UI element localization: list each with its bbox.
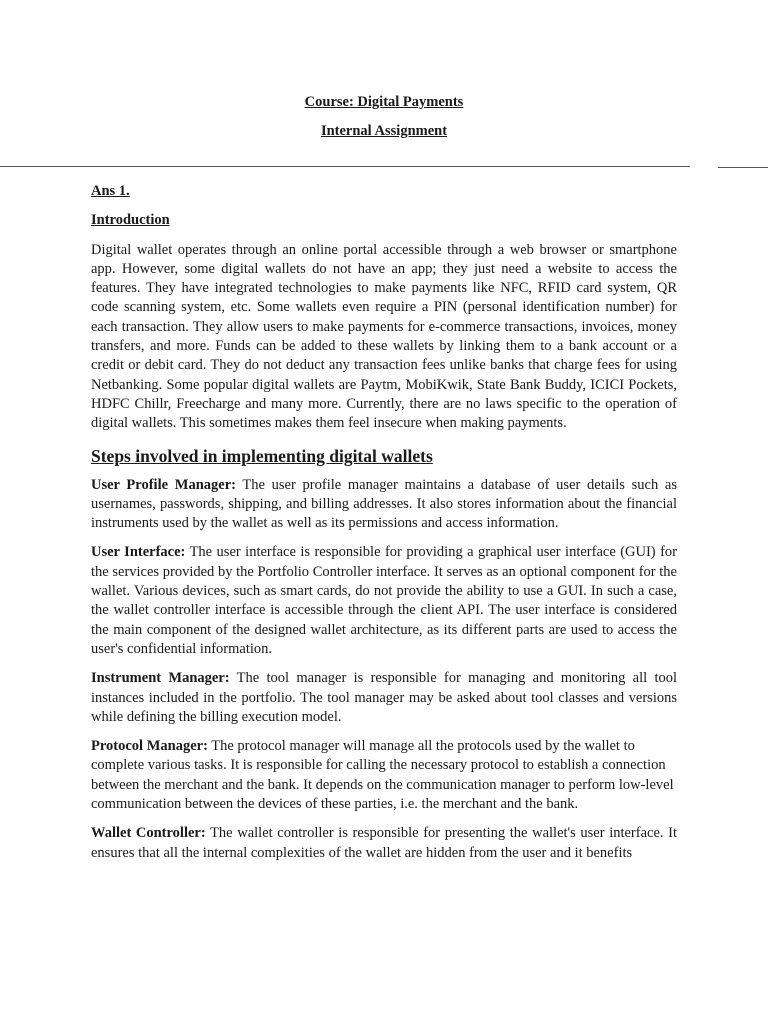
course-title: Course: Digital Payments: [304, 94, 464, 110]
step-paragraph-user-interface: [91, 543, 677, 659]
step-text: The user interface is responsible for providing a graphical user interface (GUI) for the services provided by the Portfolio Controller interface. It serves as an optional component for the wallet. Various devices, such as smart cards, do not provide the ability to use a GUI. In such a case, the wallet controller interface is accessible through the client API. The user interface is considered the main component of the designed wallet architecture, as its different parts are used to access the user's confidential information.: [91, 544, 677, 657]
step-term: Instrument Manager:: [91, 670, 230, 687]
introduction-paragraph: Digital wallet operates through an online portal accessible through a web browser or smartphone app. However, some digital wallets do not have an app; they just need a website to access the features. They have integrated technologies to make payments like NFC, RFID card system, QR code scanning system, etc. Some wallets even require a PIN (personal identification number) for each transaction. They allow users to make payments for e-commerce transactions, invoices, money transfers, and more. Funds can be added to these wallets by linking them to a bank account or a credit or debit card. They do not deduct any transaction fees unlike banks that charge fees for using Netbanking. Some popular digital wallets are Paytm, MobiKwik, State Bank Buddy, ICICI Pockets, HDFC Chillr, Freecharge and many more. Currently, there are no laws specific to the operation of digital wallets. This sometimes makes them feel insecure when making payments.: [91, 241, 677, 432]
step-text: The protocol manager will manage all the protocols used by the wallet to complete various tasks. It is responsible for calling the necessary protocol to establish a connection between the merchant and the bank. It depends on the communication manager to perform low-level communication between the devices of these parties, i.e. the merchant and the bank.: [91, 738, 674, 813]
document-body: [91, 182, 677, 873]
step-term: User Profile Manager:: [91, 476, 236, 493]
step-term: Wallet Controller:: [91, 825, 206, 842]
step-text: The tool manager is responsible for managing and monitoring all tool instances included in the portfolio. The tool manager may be asked about tool classes and versions while defining the billing execution model.: [91, 670, 677, 725]
step-paragraph-instrument-manager: [91, 669, 677, 727]
step-text: The user profile manager maintains a database of user details such as usernames, passwords, shipping, and billing addresses. It also stores information about the financial instruments used by the wallet as well as its permissions and access information.: [91, 476, 677, 532]
step-text: The wallet controller is responsible for presenting the wallet's user interface. It ensures that all the internal complexities of the wallet are hidden from the user and it benefits: [91, 825, 678, 861]
step-paragraph-protocol-manager: [91, 737, 677, 814]
header-divider-right: [718, 167, 768, 168]
header-divider: [0, 166, 690, 167]
assignment-title: Internal Assignment: [320, 123, 448, 139]
answer-label: Ans 1.: [91, 183, 130, 199]
step-paragraph-user-profile-manager: [91, 476, 677, 534]
introduction-heading: Introduction: [91, 212, 170, 229]
steps-heading: Steps involved in implementing digital wallets: [91, 445, 433, 466]
step-term: Protocol Manager:: [91, 738, 208, 755]
step-paragraph-wallet-controller: [91, 824, 677, 863]
step-term: User Interface:: [91, 544, 186, 561]
